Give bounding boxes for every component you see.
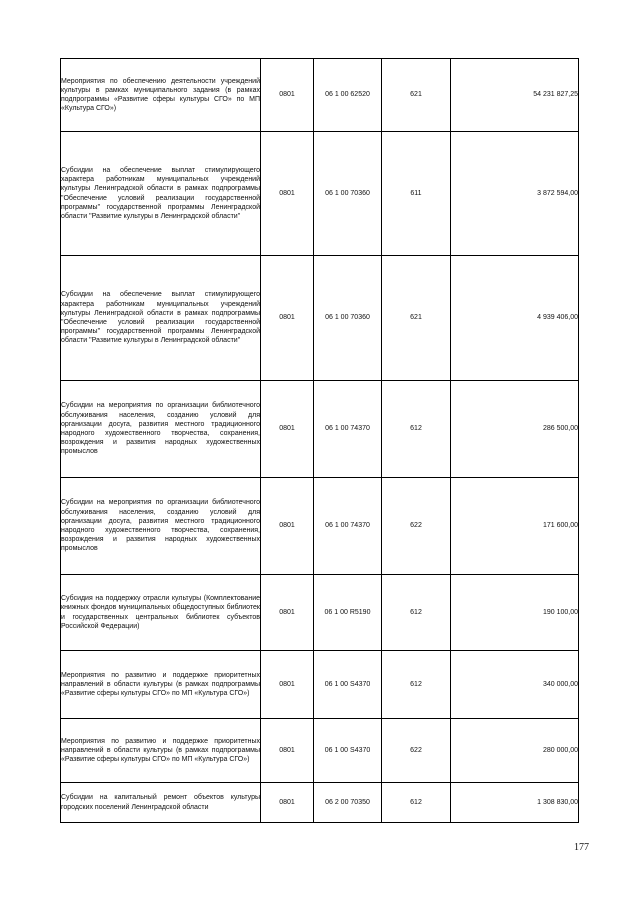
table-row: [61, 478, 579, 575]
row-description: Субсидии на мероприятия по организации библиотечного обслуживания населения, созданию условий для организации досуга, развития местного традиционного народного художественного творчества, сохранения, возрождения и развития народных художественных промыслов: [61, 381, 261, 478]
target-article-code: 06 1 00 70360: [314, 132, 382, 256]
target-article-code: 06 1 00 74370: [314, 478, 382, 575]
section-code: 0801: [261, 651, 314, 719]
expense-type-code: 621: [382, 256, 451, 381]
amount: 54 231 827,25: [451, 59, 579, 132]
table-row: [61, 575, 579, 651]
expense-type-code: 622: [382, 719, 451, 783]
document-page: [60, 58, 578, 823]
amount: 340 000,00: [451, 651, 579, 719]
page-number: 177: [574, 842, 589, 853]
amount: 286 500,00: [451, 381, 579, 478]
amount: 280 000,00: [451, 719, 579, 783]
expense-type-code: 611: [382, 132, 451, 256]
target-article-code: 06 1 00 70360: [314, 256, 382, 381]
section-code: 0801: [261, 59, 314, 132]
row-description: Субсидии на обеспечение выплат стимулирующего характера работникам муниципальных учреждений культуры Ленинградской области в рамках подпрограммы "Обеспечение условий реализации государственной программы" государственной программы Ленинградской области "Развитие культуры в Ленинградской области": [61, 256, 261, 381]
table-row: [61, 59, 579, 132]
table-row: [61, 256, 579, 381]
amount: 3 872 594,00: [451, 132, 579, 256]
row-description: Субсидии на мероприятия по организации библиотечного обслуживания населения, созданию условий для организации досуга, развития местного традиционного народного художественного творчества, сохранения, возрождения и развития народных художественных промыслов: [61, 478, 261, 575]
expense-type-code: 612: [382, 651, 451, 719]
amount: 4 939 406,00: [451, 256, 579, 381]
section-code: 0801: [261, 783, 314, 823]
expense-type-code: 621: [382, 59, 451, 132]
expense-type-code: 612: [382, 575, 451, 651]
target-article-code: 06 1 00 S4370: [314, 651, 382, 719]
target-article-code: 06 2 00 70350: [314, 783, 382, 823]
section-code: 0801: [261, 132, 314, 256]
expense-type-code: 612: [382, 783, 451, 823]
section-code: 0801: [261, 381, 314, 478]
section-code: 0801: [261, 719, 314, 783]
row-description: Субсидия на поддержку отрасли культуры (Комплектование книжных фондов муниципальных общедоступных библиотек и государственных центральных библиотек субъектов Российской Федерации): [61, 575, 261, 651]
row-description: Мероприятия по развитию и поддержке приоритетных направлений в области культуры (в рамках подпрограммы «Развитие сферы культуры СГО» по МП «Культура СГО»): [61, 651, 261, 719]
table-row: [61, 381, 579, 478]
row-description: Мероприятия по развитию и поддержке приоритетных направлений в области культуры (в рамках подпрограммы «Развитие сферы культуры СГО» по МП «Культура СГО»): [61, 719, 261, 783]
expense-type-code: 622: [382, 478, 451, 575]
target-article-code: 06 1 00 62520: [314, 59, 382, 132]
row-description: Мероприятия по обеспечению деятельности учреждений культуры в рамках муниципального задания (в рамках подпрограммы «Развитие сферы культуры СГО» по МП «Культура СГО»): [61, 59, 261, 132]
section-code: 0801: [261, 478, 314, 575]
section-code: 0801: [261, 256, 314, 381]
target-article-code: 06 1 00 74370: [314, 381, 382, 478]
table-row: [61, 783, 579, 823]
amount: 171 600,00: [451, 478, 579, 575]
target-article-code: 06 1 00 S4370: [314, 719, 382, 783]
budget-table: [60, 58, 579, 823]
amount: 190 100,00: [451, 575, 579, 651]
row-description: Субсидии на обеспечение выплат стимулирующего характера работникам муниципальных учреждений культуры Ленинградской области в рамках подпрограммы "Обеспечение условий реализации государственной программы" государственной программы Ленинградской области "Развитие культуры в Ленинградской области": [61, 132, 261, 256]
expense-type-code: 612: [382, 381, 451, 478]
table-row: [61, 651, 579, 719]
target-article-code: 06 1 00 R5190: [314, 575, 382, 651]
row-description: Субсидии на капитальный ремонт объектов культуры городских поселений Ленинградской области: [61, 783, 261, 823]
amount: 1 308 830,00: [451, 783, 579, 823]
table-row: [61, 719, 579, 783]
section-code: 0801: [261, 575, 314, 651]
table-row: [61, 132, 579, 256]
